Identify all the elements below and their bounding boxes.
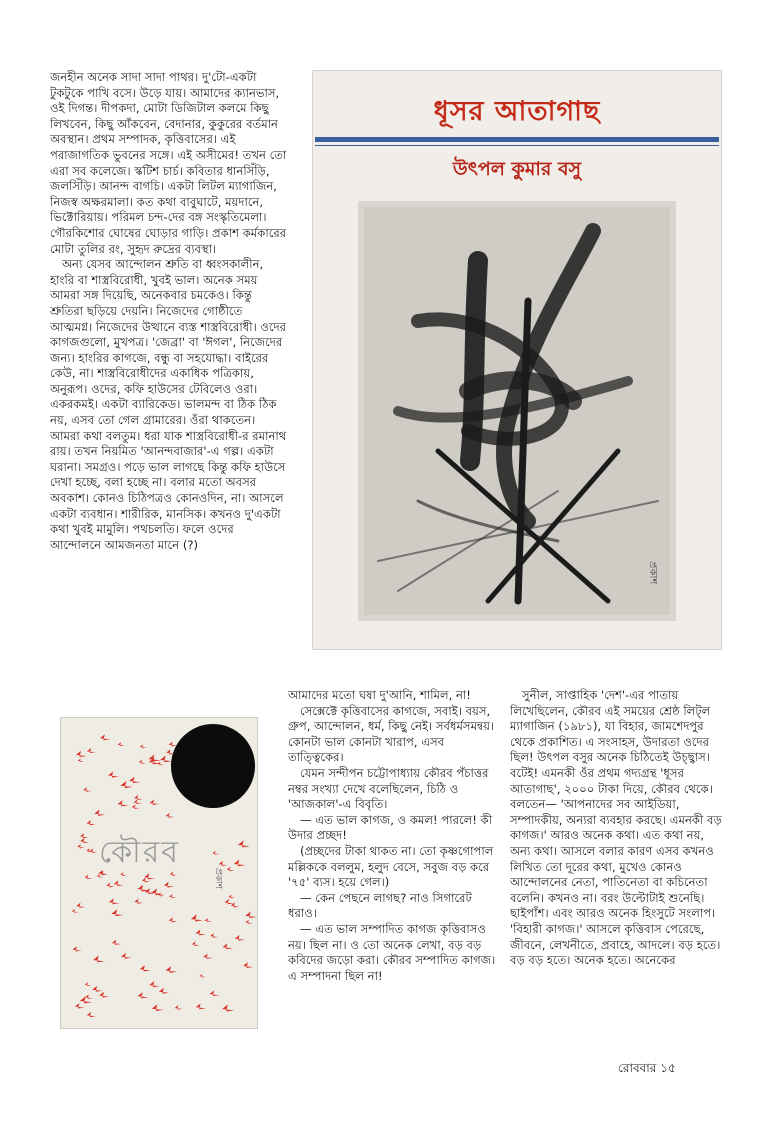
bird-mark [235,935,245,941]
paragraph: সুনীল, সাপ্তাহিক 'দেশ'-এর পাতায় লিখেছিলেন, কৌরব এই সময়ের শ্রেষ্ঠ লিট্‌ল ম্যাগাজিন (১৯৮১), যা বিহার, জামশেদপুর থেকে প্রকাশিত। এ সংসাহস, উদারতা ওদের ছিল! উৎপল বসুর অনেক চিঠিতেই উচ্ছ্বাস। বটেই! এমনকী ওঁর প্রথম গদ্যগ্রন্থ 'ধূসর আতাগাছ', ২০০০ টাকা দিয়ে, কৌরব থেকে। বলতেন— 'আপনাদের সব আইডিয়া, সম্পাদকীয়, অন্যরা ব্যবহার করছে। এমনকী বড় কাগজ।' আরও অনেক কথা। এত কথা নয়, অন্য কথা। আসলে বলার কারণ এসব কখনও লিখিত তো দূরের কথা, মুখেও কোনও আন্দোলনের নেতা, পাতিনেতা বা কচিনেতা বলেনি। কখনও না। বরং উল্টোটাই শুনেছি। ছাইপাঁশ। এবং আরও অনেক হিংসুটে সংলাপ। 'বিহারী কাগজ।' আসলে কৃত্তিবাস পেরেছে, জীবনে, লেখনীতে, প্রবাহে, আদলে। বড় হতে। বড় বড় হতে। অনেক হতে। অনেকের [510,688,722,968]
bird-mark [134,799,142,804]
bird-mark [112,939,121,944]
cover-rule-thick [315,137,719,142]
artist-signature: প্রকাশ [213,868,223,889]
bird-mark [114,880,124,886]
bird-mark [222,1005,234,1012]
bird-mark [212,851,219,855]
bird-mark [120,781,133,788]
bird-mark [140,744,147,748]
book-cover-dhusar-atagach [312,70,722,650]
bird-mark [192,941,200,946]
bird-mark [129,777,140,783]
bird-mark [166,966,178,973]
cover-author: উৎপল কুমার বসু [452,158,582,180]
bird-mark [118,742,125,746]
bird-mark [117,800,128,806]
paragraph: যেমন সন্দীপন চট্টোপাধ্যায় কৌরব পঁচাত্তর নম্বর সংখ্যা দেখে বলেছিলেন, চিঠি ও 'আজকাল'-এ বিবৃতি। [288,765,489,812]
bird-mark [134,899,143,904]
page-number-footer: রোববার ১৫ [618,1061,676,1075]
bird-mark [100,734,110,740]
bird-mark [106,883,114,888]
bird-mark [80,833,88,838]
article-column-middle [288,688,498,1048]
paragraph: — কেন পেছনে লাগছ? নাও সিগারেট ধরাও। [288,890,472,921]
bird-mark [245,911,257,918]
bird-mark [109,898,119,904]
bird-mark [157,762,163,766]
bird-mark [111,909,123,916]
bird-mark [238,840,250,847]
bird-mark [165,813,173,818]
paragraph: আমাদের মতো ঘষা দু'আনি, শামিল, না! [288,688,471,702]
bird-mark [169,742,177,747]
bird-mark [94,809,105,815]
bird-mark [234,860,246,867]
bird-mark [195,929,205,935]
bird-mark [134,795,143,800]
bird-mark [76,903,85,908]
bird-mark [169,894,176,898]
article-column-left [50,70,288,700]
bird-mark [80,838,89,843]
article-column-right [510,688,724,1048]
bird-mark [227,867,235,871]
bird-mark [93,956,105,963]
bird-mark [228,895,235,899]
abstract-brush-artwork [358,201,676,621]
bird-mark [87,748,96,753]
bird-mark [137,992,148,998]
bird-mark [196,1003,206,1009]
bird-mark [151,888,163,895]
bird-mark [76,751,87,757]
bird-mark [92,986,102,992]
cover-title: ধূসর আতাগাছ [433,96,601,127]
bird-mark [149,981,160,987]
bird-mark [72,946,81,951]
bird-mark [87,1012,96,1017]
bird-mark [199,974,205,978]
bird-mark [243,962,253,968]
bird-mark [210,933,218,938]
bird-mark [148,754,160,761]
paragraph: জনহীন অনেক সাদা সাদা পাথর। দু'টো-একটা টুকটুকে পাখি বসে। উড়ে যায়। আমাদের ক্যানভাস, ওই দিগন্ত। দীপকদা, মোটা ডিজিটাল কলমে কিছু লিখবেন, কিছু আঁকবেন, বেদানার, কুকুরের বর্তমান অবস্থান। প্রথম সম্পাদক, কৃত্তিবাসের। এই পরাজাগতিক ভুবনের সঙ্গে। এই অসীমের! তখন তো এরা সব কলেজে। স্কটিশ চার্চ। কবিতার ধানসিঁড়ি, জলসিঁড়ি। আনন্দ বাগচি। একটা লিটল ম্যাগাজিন, নিজস্ব অক্ষরমালা। কত কথা বাবুঘাটে, ময়দানে, ভিক্টোরিয়ায়। পরিমল চন্দ-দের বঙ্গ সংস্কৃতিমেলা। গৌরকিশোর ঘোষের ঘোড়ার গাড়ি। প্রকাশ কর্মকারের মোটা তুলির রং, সুহৃদ রুদ্রের ব্যবস্থা। [50,70,287,256]
bird-mark [159,988,170,994]
magazine-name: কৌরব [99,835,180,870]
bird-mark [219,861,228,866]
bird-mark [210,990,220,996]
bird-mark [137,885,149,892]
bird-mark [149,799,159,805]
bird-mark [85,994,93,998]
paragraph: অন্য যেসব আন্দোলন শ্রুতি বা ধ্বংসকালীন, হাংরি বা শাস্ত্রবিরোধী, খুবই ভাল। অনেক সময় আমরা সঙ্গ দিয়েছি, অনেকবার চমকেও। কিন্তু শ্রুতিরা ছড়িয়ে দেয়নি। নিজেদের গোষ্ঠীতে আত্মমগ্ন। নিজেদের উত্থানে ব্যস্ত শাস্ত্রবিরোধী। ওদের কাগজগুলো, মুখপত্র। 'জেব্রা' বা 'ঈগল', নিজেদের জন্য। হাংরির কাগজে, বন্ধু বা সহযোদ্ধা। বাইরের কেউ, না। শাস্ত্রবিরোধীদের একাধিক পত্রিকায়, অনুরূপ। ওদের, কফি হাউসের টেবিলেও ওরা। একরকমই। একটা ব্যারিকেড। ভালমন্দ বা ঠিক ঠিক নয়, এসব তো গেল গ্রামারের। ওঁরা থাকতেন। আমরা কথা বলতুম। ধরা যাক শাস্ত্রবিরোধী-র রমানাথ রায়। তখন নিয়মিত 'আনন্দবাজার'-এ গল্প। একটা ঘরানা। সমগ্রও। পড়ে ভাল লাগছে কিন্তু কফি হাউসে দেখা হচ্ছে, বলা হচ্ছে না। বলার মতো অবসর অবকাশ। কোনও চিঠিপত্রও কোনওদিন, না। আসলে একটা ব্যবধান। শারীরিক, মানসিক। কখনও দু'একটা কথা খুবই মামুলি। পথচলতি। ফলে ওদের আন্দোলনে আমজনতা মানে (?) [50,257,287,552]
bird-mark [121,953,131,959]
paragraph: — এত ভাল সম্পাদিত কাগজ কৃত্তিবাসও নয়। ছিল না। ও তো অনেক লেখা, বড় বড় কবিদের জড়ো করা। কৌরব সম্পাদিত কাগজ। এ সম্পাদনা ছিল না! [288,921,496,983]
bird-mark [78,758,84,762]
bird-mark [169,917,178,922]
paragraph: সেক্সেক্টে কৃত্তিবাসের কাগজে, সবাই। বয়স, গ্রুপ, আন্দোলন, ধর্ম, কিছু নেই। সর্বধর্মসমন্বয়। কোনটা ভাল কোনটা খারাপ, এসব তাত্ত্বিকের। [288,703,495,765]
bird-mark [84,875,92,879]
bird-mark [83,787,91,792]
bird-mark [175,1005,183,1010]
bird-mark [85,982,92,986]
bird-mark [108,771,119,777]
bird-mark [152,1004,164,1011]
artist-signature: প্রকাশ [647,561,658,585]
bird-mark [77,844,84,848]
bird-mark [139,760,146,764]
bird-mark [132,804,140,808]
bird-mark [225,899,234,904]
bird-mark [245,920,252,924]
magazine-cover-kourab [60,717,258,1029]
bird-mark [72,909,79,913]
bird-mark [75,1003,85,1008]
bird-mark [160,755,172,762]
bird-mark [205,918,212,922]
cover-rule-thin [315,145,719,146]
bird-mark [203,953,212,958]
bird-mark [87,820,96,825]
paragraph: — এত ভাল কাগজ, ও কমল! পারলে! কী উদার প্রচ্ছদ! [288,812,493,843]
bird-mark [89,848,97,852]
bird-mark [222,943,232,949]
bird-mark [99,992,109,998]
paragraph: (প্রচ্ছদের টাকা থাকত না। তো কৃষ্ণগোপাল মল্লিককে বললুম, হলুদ বেসে, সবুজ বড় করে '৭৫' ব্যস। হয়ে গেল।) [288,843,494,890]
bird-mark [140,965,151,971]
bird-mark [231,902,240,907]
bird-mark [164,882,174,888]
bird-mark [191,914,203,921]
